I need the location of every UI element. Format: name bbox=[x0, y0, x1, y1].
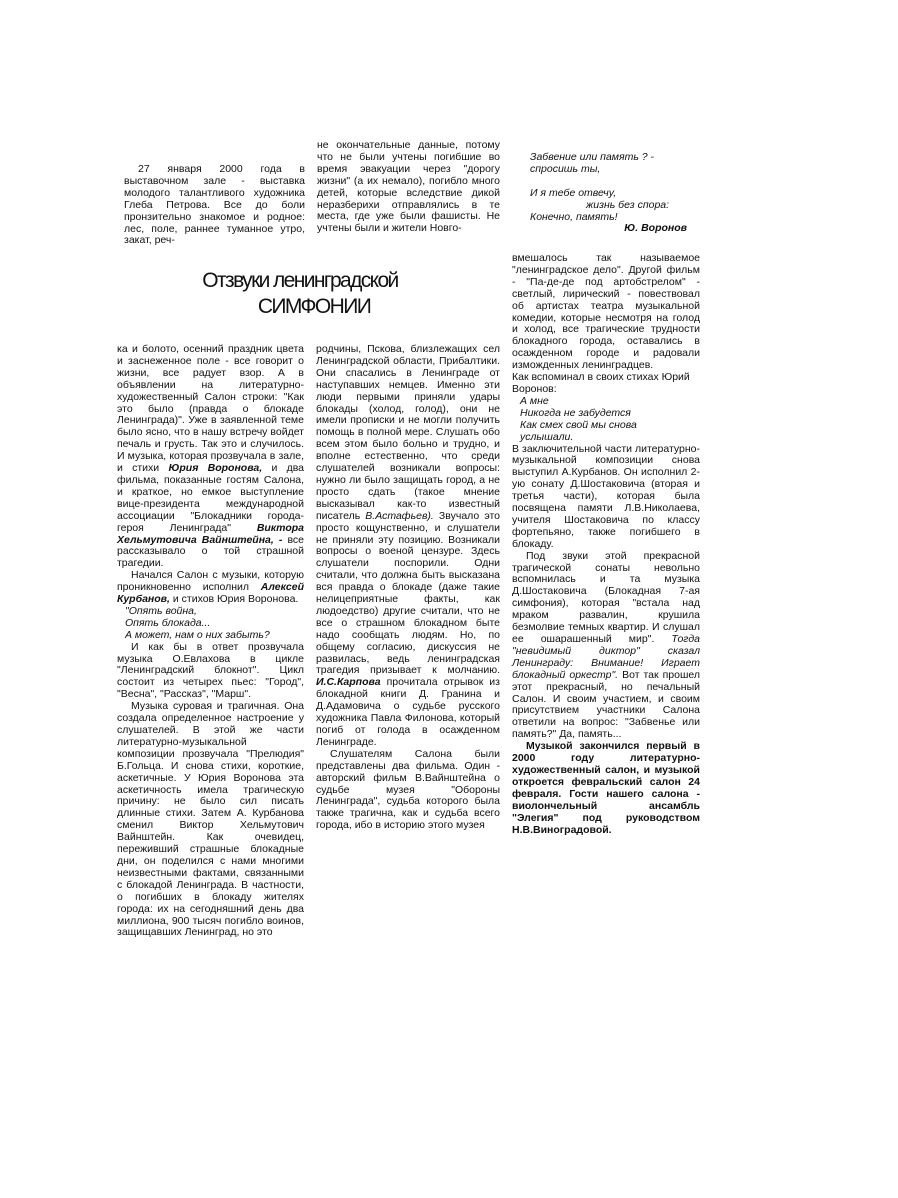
col1-paragraph: Начался Салон с музыки, которую проникновенно исполнил Алексей Курбанов, и стихов Юрия Воронова. bbox=[117, 569, 304, 606]
name-astafiev: В.Астафьев). bbox=[365, 509, 434, 522]
title-line-1: Отзвуки ленинградской bbox=[202, 269, 398, 292]
top-column-2 bbox=[317, 140, 500, 235]
poem-line: А мне bbox=[520, 394, 549, 407]
poem-line: Опять блокада... bbox=[125, 616, 211, 629]
column-3 bbox=[512, 253, 700, 836]
col3-paragraph: Под звуки этой прекрасной трагической сонаты невольно вспомнилась и та музыка Д.Шостаковича (Блокадная 7-ая симфония), которая "встала над мраком развалин, крушила безмолвие темных квартир. И слушал ее ошарашенный мир". Тогда "невидимый диктор" сказал Ленинграду: Внимание! Играет блокадный оркестр". Вот так прошел этот прекрасный, но печальный Салон. И своим участием, и своим присутствием участники Салона ответили на вопрос: "Забвенье или память?" Да, память... bbox=[512, 549, 700, 741]
title-line-2: СИМФОНИИ bbox=[257, 295, 371, 318]
epigraph bbox=[530, 152, 705, 235]
name-voronov: Юрия Воронова, bbox=[168, 462, 263, 475]
poem-line: Как смех свой мы снова bbox=[520, 418, 637, 431]
name-karpova: И.С.Карпова bbox=[316, 676, 381, 689]
col1-paragraph: ка и болото, осенний праздник цвета и заснеженное поле - все говорит о жизни, все радует взор. А в объявлении на литературно-художественный Салон строки: "Как это было (правда о блокаде Ленинграда)". Уже в заявленной теме было ясно, что в нашу встречу войдет печаль и грусть. Так это и случилось. И музыка, которая прозвучала в зале, и стихи Юрия Воронова, и два фильма, показанные гостям Салона, и краткое, но емкое выступление вице-президента международной ассоциации "Блокадники города-героя Ленинграда" Виктора Хельмутовича Вайнштейна, - все рассказывало о той страшной трагедии. bbox=[117, 343, 305, 570]
col3-paragraph: вмешалось так называемое "ленинградское дело". Другой фильм - "Па-де-де под артобстрелом" - светлый, лирический - повествовал об артистах театра музыкальной комедии, которые несмотря на голод и холод, все трагические трудности блокадного города, оставались в осажденном городе и радовали изможденных ленинградцев. bbox=[512, 252, 700, 372]
epigraph-author: Ю. Воронов bbox=[624, 222, 687, 235]
col3-paragraph: Как вспоминал в своих стихах Юрий Воронов: bbox=[512, 371, 690, 395]
epigraph-line: жизнь без спора: bbox=[586, 198, 670, 211]
poem-line: "Опять война, bbox=[125, 604, 197, 617]
name-vainshtein: Виктора Хельмутовича Вайнштейна, - bbox=[117, 521, 304, 546]
top-column-1 bbox=[124, 164, 305, 247]
poem-line: услышали. bbox=[520, 430, 574, 443]
column-1 bbox=[117, 344, 304, 939]
epigraph-spacer bbox=[530, 176, 705, 188]
poem-line: Никогда не забудется bbox=[520, 406, 631, 419]
poem-line: А может, нам о них забыть? bbox=[125, 628, 270, 641]
continued-paragraph: не окончательные данные, потому что не были учтены погибшие во время эвакуации через "дорогу жизни" (а их немало), погибло много детей, которые вследствие дикой неразберихи отправлялись в те места, где уже были фашисты. Не учтены были и жители Новго- bbox=[317, 139, 500, 235]
epigraph-line: спросишь ты, bbox=[530, 162, 601, 175]
closing-announcement: Музыкой закончился первый в 2000 году литературно-художественный салон, и музыкой откроется февральский салон 24 февраля. Гости нашего салона - виолончельный ансамбль "Элегия" под руководством Н.В.Виноградовой. bbox=[512, 740, 700, 836]
col1-paragraph: И как бы в ответ прозвучала музыка О.Евлахова в цикле "Ленинградский блокнот". Цикл состоит из четырех пьес: "Город", "Весна", "Рассказ", "Марш". bbox=[117, 640, 304, 701]
radio-quote: Тогда "невидимый диктор" сказал Ленинграду: Внимание! Играет блокадный оркестр". bbox=[512, 633, 700, 681]
epigraph-line: Забвение или память ? - bbox=[530, 151, 655, 163]
epigraph-line: Конечно, память! bbox=[530, 210, 618, 223]
col2-paragraph: Слушателям Салона были представлены два фильма. Один - авторский фильм В.Вайнштейна о судьбе музея "Обороны Ленинграда", судьба которого была также трагична, как и судьба всего города, ибо в историю этого музея bbox=[316, 747, 500, 832]
column-2 bbox=[316, 344, 500, 832]
intro-paragraph: 27 января 2000 года в выставочном зале - выставка молодого талантливого художника Глеба Петрова. Все до боли пронзительно знакомое и родное: лес, поле, раннее туманное утро, закат, реч- bbox=[124, 163, 305, 247]
epigraph-line: И я тебе отвечу, bbox=[530, 186, 617, 199]
col1-paragraph: Музыка суровая и трагичная. Она создала определенное настроение у слушателей. В этой же части литературно-музыкальной композиции прозвучала "Прелюдия" Б.Гольца. И снова стихи, короткие, аскетичные. У Юрия Воронова эта аскетичность имела трагическую причину: не было сил писать длинные стихи. Затем А. Курбанова сменил Виктор Хельмутович Вайнштейн. Как очевидец, переживший страшные блокадные дни, он поделился с нами многими неизвестными фактами, связанными с блокадой Ленинграда. В частности, о погибших в блокаду жителях города: их на сегодняшний день два миллиона, 900 тысяч погибло воинов, защищавших Ленинград, но это bbox=[117, 700, 304, 939]
col2-paragraph: родчины, Пскова, близлежащих сел Ленинградской области, Прибалтики. Они спасались в Ленинграде от наступавших немцев. Именно эти люди первыми приняли удары блокады (холод, голод), они не имели прописки и не могли получить помощь в полной мере. Слушать обо всем этом было больно и трудно, и вполне естественно, что среди слушателей возникали вопросы: нужно ли было защищать город, а не просто сдать (такое мнение высказывал как-то известный писатель В.Астафьев). Звучало это просто кощунственно, и слушатели не приняли эту позицию. Возникали вопросы о военой цензуре. Здесь слушатели поспорили. Одни считали, что должна быть высказана вся правда о блокаде (даже такие нелицеприятные факты, как людоедство) другие считали, что не все о страшном блокадном быте надо сообщать людям. Но, по общему согласию, дискуссия не развилась, ведь ленинградская трагедия призывает к молчанию. И.С.Карпова прочитала отрывок из блокадной книги Д. Гранина и Д.Адамовича о судьбе русского художника Павла Филонова, который погиб от голода в осажденном Ленинграде. bbox=[316, 343, 500, 748]
col3-paragraph: В заключительной части литературно-музыкальной композиции снова выступил А.Курбанов. Он исполнил 2-ую сонату Д.Шостаковича (вторая и третья части), которая была посвящена памяти Л.В.Николаева, учителя Шостаковича по классу фортепьяно, также погибшего в блокаду. bbox=[512, 442, 700, 550]
name-kurbanov: Алексей Курбанов, bbox=[117, 581, 304, 606]
article-title bbox=[200, 268, 400, 320]
